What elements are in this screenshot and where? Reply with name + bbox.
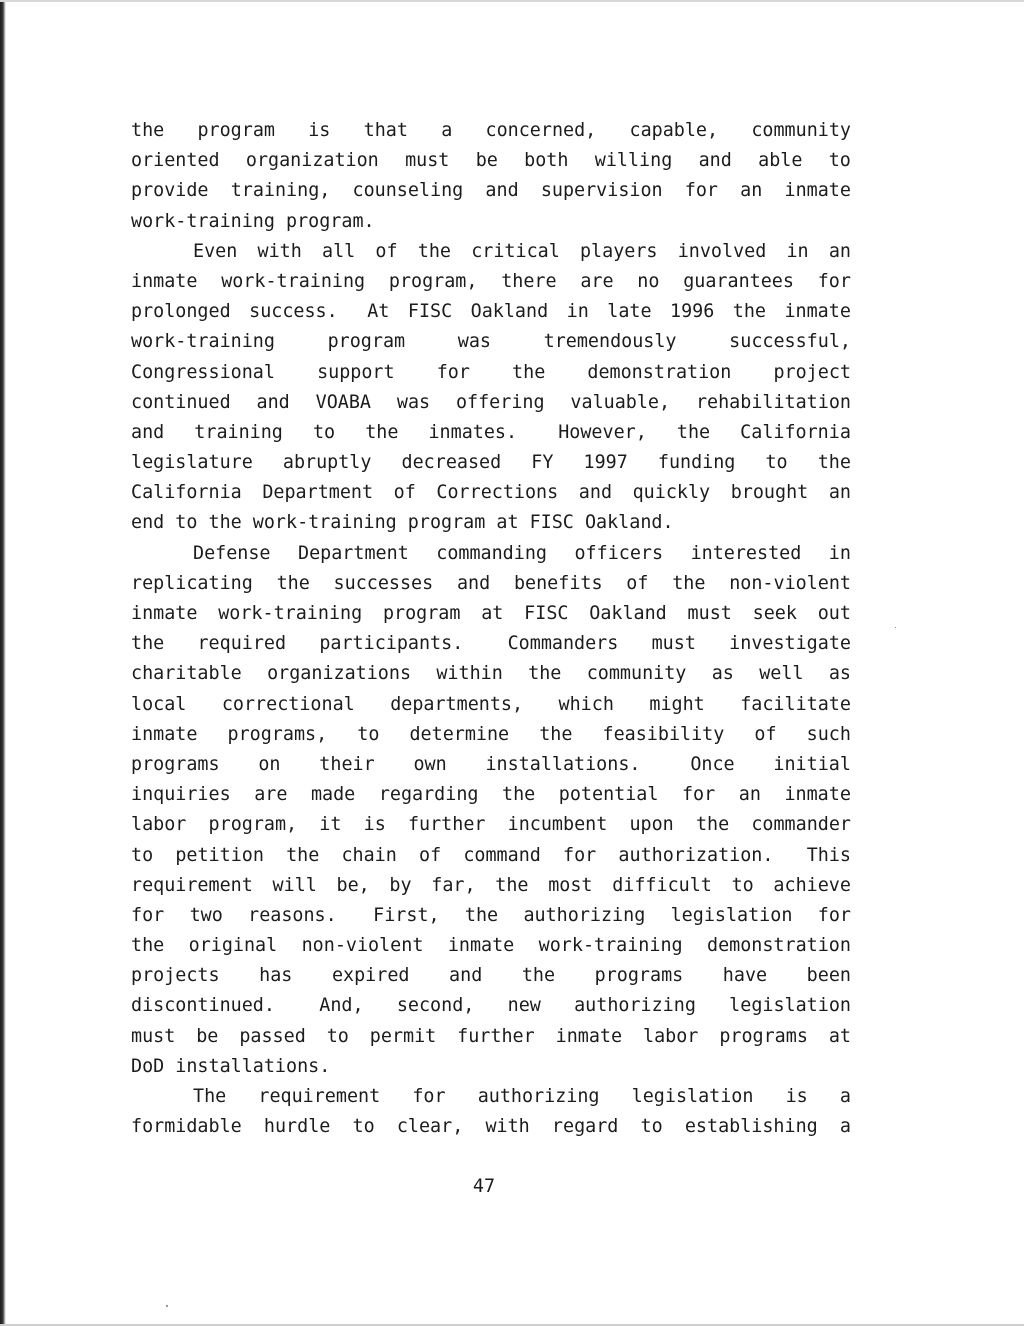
word: program <box>382 603 461 624</box>
word: commanding <box>436 542 547 564</box>
word: decreased <box>401 452 502 474</box>
word: well <box>759 663 804 685</box>
word: officers <box>574 542 664 564</box>
word: work-training <box>538 935 683 957</box>
word: formidable <box>131 1116 242 1138</box>
word: difficult <box>612 874 712 896</box>
word: an <box>828 240 851 262</box>
word: replicating <box>131 572 253 594</box>
word: Department <box>298 542 409 564</box>
word: the <box>512 361 546 383</box>
word: critical <box>471 240 560 262</box>
word: of <box>393 482 416 504</box>
word: to <box>765 452 788 474</box>
word: late <box>607 301 652 323</box>
word: further <box>457 1025 535 1047</box>
word: programs <box>594 965 684 987</box>
word: most <box>548 874 593 896</box>
scan-speck <box>895 627 896 628</box>
word: organization <box>245 150 379 172</box>
word: both <box>524 150 569 172</box>
word: regarding <box>378 784 479 806</box>
word: inmate <box>555 1025 623 1047</box>
text-line <box>131 991 851 1021</box>
word: seek <box>752 603 797 624</box>
word: the <box>695 814 730 836</box>
word: FISC <box>407 301 453 323</box>
word: the <box>365 421 399 443</box>
word: in <box>828 542 851 564</box>
word: as <box>711 663 734 685</box>
word: be <box>475 150 498 172</box>
word: organizations <box>267 663 412 685</box>
word: own <box>413 753 447 775</box>
word: it <box>319 814 342 836</box>
word: that <box>363 120 408 141</box>
word: must <box>131 1025 176 1047</box>
text-line: DoD installations. <box>131 1055 331 1077</box>
word: the <box>495 874 529 896</box>
word: a <box>441 120 453 141</box>
word: training <box>194 421 283 443</box>
word: work-training <box>221 270 366 292</box>
word: and <box>256 391 290 413</box>
word: of <box>375 240 398 262</box>
word: must <box>405 150 450 172</box>
scan-speck <box>166 1305 168 1307</box>
word: program, <box>388 270 478 292</box>
word: prolonged <box>131 301 231 323</box>
word: Corrections <box>436 482 559 504</box>
word: rehabilitation <box>695 391 851 413</box>
word: demonstration <box>587 361 732 383</box>
page-number: 47 <box>472 1176 496 1197</box>
word: the <box>131 935 165 957</box>
text-line <box>131 388 851 418</box>
word: far, <box>431 874 476 896</box>
word: non-violent <box>301 935 424 957</box>
word: is <box>785 1086 808 1107</box>
word: by <box>389 874 412 896</box>
word: of <box>754 723 777 745</box>
word: will <box>272 874 317 896</box>
word: the <box>676 421 711 443</box>
word: for <box>817 904 851 926</box>
text-line: work-training program. <box>131 210 375 232</box>
text-line <box>131 358 851 388</box>
word: projects <box>131 965 220 987</box>
word: no <box>637 270 660 292</box>
word: successful, <box>729 331 851 353</box>
word: at <box>481 603 504 624</box>
word: Oakland <box>589 603 667 624</box>
word: upon <box>629 814 674 836</box>
word: project <box>773 361 851 383</box>
word: community <box>586 663 687 685</box>
word: the <box>817 452 851 474</box>
word: for <box>563 844 597 866</box>
word: Oakland <box>470 301 549 323</box>
word: inmate <box>131 723 198 745</box>
word: continued <box>131 391 231 413</box>
word: of <box>626 572 649 594</box>
word: the <box>528 663 562 685</box>
word: for <box>817 270 851 292</box>
text-line <box>131 780 851 810</box>
word: the <box>521 965 556 987</box>
word: to <box>731 874 754 896</box>
word: in <box>566 301 589 323</box>
word: California <box>131 482 242 504</box>
text-line <box>131 267 851 297</box>
word: inquiries <box>131 784 231 806</box>
word: for <box>131 904 165 926</box>
text-line <box>131 116 851 146</box>
word: The <box>193 1086 227 1107</box>
word: inmate <box>447 935 515 957</box>
word: expired <box>331 965 410 987</box>
word: installations. <box>485 753 652 775</box>
word: establishing <box>684 1116 818 1138</box>
word: labor <box>131 814 187 836</box>
word: legislature <box>131 452 253 474</box>
word: reasons. <box>248 904 348 926</box>
word: Commanders <box>507 633 619 655</box>
word: Even <box>193 240 238 262</box>
word: the <box>131 633 165 655</box>
word: inmate <box>131 603 198 624</box>
word: correctional <box>221 693 355 715</box>
word: Congressional <box>131 361 275 383</box>
word: offering <box>455 391 545 413</box>
word: funding <box>657 452 736 474</box>
word: which <box>558 693 614 715</box>
word: legislation <box>729 995 851 1017</box>
word: inmates. <box>428 421 529 443</box>
word: Department <box>262 482 374 504</box>
word: California <box>740 421 851 443</box>
word: hurdle <box>263 1116 331 1138</box>
word: and <box>698 150 732 172</box>
word: inmate <box>784 784 851 806</box>
word: be <box>196 1025 219 1047</box>
word: to <box>352 1116 375 1138</box>
word: FY <box>531 452 554 474</box>
body-text <box>131 116 851 1142</box>
word: regard <box>551 1116 619 1138</box>
word: the <box>464 904 499 926</box>
word: local <box>131 693 187 715</box>
text-line <box>131 720 851 750</box>
word: guarantees <box>683 270 794 292</box>
word: non-violent <box>729 572 851 594</box>
word: for <box>681 784 716 806</box>
word: and <box>485 180 519 202</box>
word: was <box>457 331 491 353</box>
word: in <box>786 240 809 262</box>
word: initial <box>773 753 851 775</box>
word: to <box>828 150 851 172</box>
word: 1997 <box>583 452 628 474</box>
scan-edge-top <box>0 0 1024 2</box>
text-line <box>131 569 851 599</box>
text-line <box>131 1082 851 1112</box>
word: discontinued. <box>131 995 287 1017</box>
word: At <box>367 301 390 323</box>
text-line <box>131 448 851 478</box>
word: chain <box>341 844 397 866</box>
text-line <box>131 961 851 991</box>
word: concerned, <box>485 120 597 141</box>
text-line <box>131 841 851 871</box>
word: support <box>317 361 395 383</box>
word: requirement <box>131 874 253 896</box>
word: successes <box>333 572 434 594</box>
word: of <box>419 844 442 866</box>
word: to <box>357 723 380 745</box>
word: work-training <box>218 603 363 624</box>
word: authorizing <box>477 1086 600 1107</box>
word: for <box>684 180 718 202</box>
word: an <box>738 784 761 806</box>
word: must <box>687 603 732 624</box>
word: However, <box>558 421 647 443</box>
text-line <box>131 750 851 780</box>
word: are <box>254 784 288 806</box>
word: legislation <box>631 1086 754 1107</box>
word: able <box>758 150 803 172</box>
word: authorizing <box>574 995 696 1017</box>
word: as <box>828 663 851 685</box>
word: original <box>188 935 278 957</box>
word: has <box>259 965 293 987</box>
word: command <box>463 844 541 866</box>
text-line <box>131 176 851 206</box>
word: required <box>197 633 287 655</box>
word: willing <box>594 150 673 172</box>
word: capable, <box>629 120 719 141</box>
text-line <box>131 418 851 448</box>
text-line <box>131 297 851 327</box>
word: out <box>817 603 851 624</box>
word: valuable, <box>570 391 671 413</box>
word: for <box>436 361 470 383</box>
word: with <box>485 1116 530 1138</box>
text-line <box>131 931 851 961</box>
word: to <box>131 844 154 866</box>
word: programs, <box>227 723 328 745</box>
word: the <box>276 572 310 594</box>
word: two <box>189 904 223 926</box>
word: participants. <box>319 633 475 655</box>
word: been <box>806 965 851 987</box>
word: permit <box>369 1025 437 1047</box>
word: counseling <box>352 180 464 202</box>
word: their <box>319 753 375 775</box>
text-line <box>131 599 851 629</box>
word: FISC <box>524 603 569 624</box>
word: is <box>308 120 331 141</box>
word: inmate <box>784 180 851 202</box>
word: all <box>322 240 356 262</box>
word: are <box>580 270 614 292</box>
text-line <box>131 901 851 931</box>
word: the <box>539 723 573 745</box>
word: abruptly <box>282 452 372 474</box>
word: programs <box>719 1025 808 1047</box>
word: made <box>310 784 356 806</box>
word: interested <box>690 542 802 564</box>
word: 1996 <box>670 301 715 323</box>
word: authorization. <box>618 844 785 866</box>
word: the <box>502 784 536 806</box>
word: is <box>363 814 386 836</box>
word: oriented <box>131 150 220 172</box>
word: programs <box>131 753 220 775</box>
word: have <box>722 965 768 987</box>
word: tremendously <box>543 331 677 353</box>
word: with <box>257 240 302 262</box>
word: supervision <box>540 180 663 202</box>
word: Defense <box>193 542 271 564</box>
word: new <box>507 995 541 1017</box>
word: requirement <box>258 1086 381 1107</box>
word: provide <box>131 180 209 202</box>
word: to <box>326 1025 349 1047</box>
word: inmate <box>784 301 851 323</box>
word: to <box>312 421 336 443</box>
word: First, <box>373 904 440 926</box>
text-line <box>131 327 851 357</box>
text-line <box>131 810 851 840</box>
word: further <box>407 814 486 836</box>
word: determine <box>409 723 510 745</box>
word: community <box>751 120 851 141</box>
text-line <box>131 871 851 901</box>
word: an <box>828 482 851 504</box>
word: quickly <box>632 482 711 504</box>
text-line <box>131 478 851 508</box>
text-line <box>131 659 851 689</box>
text-line <box>131 146 851 176</box>
word: must <box>651 633 696 655</box>
word: incumbent <box>507 814 608 836</box>
word: and <box>449 965 483 987</box>
word: legislation <box>670 904 793 926</box>
word: investigate <box>729 633 851 655</box>
word: brought <box>730 482 809 504</box>
text-line: end to the work-training program at FISC Oakland. <box>131 512 674 534</box>
word: on <box>258 753 281 775</box>
word: labor <box>643 1025 699 1047</box>
word: petition <box>175 844 264 866</box>
word: the <box>286 844 320 866</box>
word: might <box>649 693 705 715</box>
word: the <box>417 240 451 262</box>
word: be, <box>336 874 370 896</box>
word: the <box>732 301 766 323</box>
word: second, <box>396 995 475 1017</box>
word: VOABA <box>315 391 371 413</box>
word: for <box>412 1086 446 1107</box>
word: commander <box>751 814 851 836</box>
word: a <box>839 1086 851 1107</box>
word: was <box>396 391 431 413</box>
word: such <box>806 723 851 745</box>
word: and <box>131 421 165 443</box>
word: an <box>740 180 763 202</box>
word: inmate <box>131 270 198 292</box>
word: involved <box>677 240 767 262</box>
word: clear, <box>396 1116 464 1138</box>
word: success. <box>249 301 349 323</box>
word: to <box>640 1116 663 1138</box>
word: demonstration <box>707 935 851 957</box>
text-line <box>131 629 851 659</box>
word: at <box>828 1025 851 1047</box>
word: And, <box>319 995 364 1017</box>
word: and <box>456 572 491 594</box>
word: the <box>672 572 706 594</box>
text-line <box>131 539 851 569</box>
word: Once <box>690 753 735 775</box>
word: feasibility <box>602 723 725 745</box>
word: authorizing <box>523 904 646 926</box>
word: program, <box>208 814 298 836</box>
word: charitable <box>131 663 242 685</box>
text-line <box>131 1112 851 1142</box>
text-line <box>131 237 851 267</box>
word: potential <box>558 784 659 806</box>
word: departments, <box>390 693 524 715</box>
word: training, <box>230 180 331 202</box>
word: facilitate <box>740 693 851 715</box>
word: players <box>579 240 658 262</box>
text-line <box>131 690 851 720</box>
word: and <box>578 482 613 504</box>
word: within <box>436 663 503 685</box>
word: program <box>327 331 406 353</box>
scan-edge-left <box>0 0 6 1326</box>
word: a <box>839 1116 851 1138</box>
word: benefits <box>513 572 603 594</box>
text-line <box>131 1022 851 1052</box>
word: there <box>501 270 557 292</box>
word: achieve <box>773 874 851 896</box>
word: the <box>131 120 165 141</box>
word: program <box>197 120 275 141</box>
word: This <box>806 844 851 866</box>
word: passed <box>239 1025 306 1047</box>
word: work-training <box>131 331 275 353</box>
